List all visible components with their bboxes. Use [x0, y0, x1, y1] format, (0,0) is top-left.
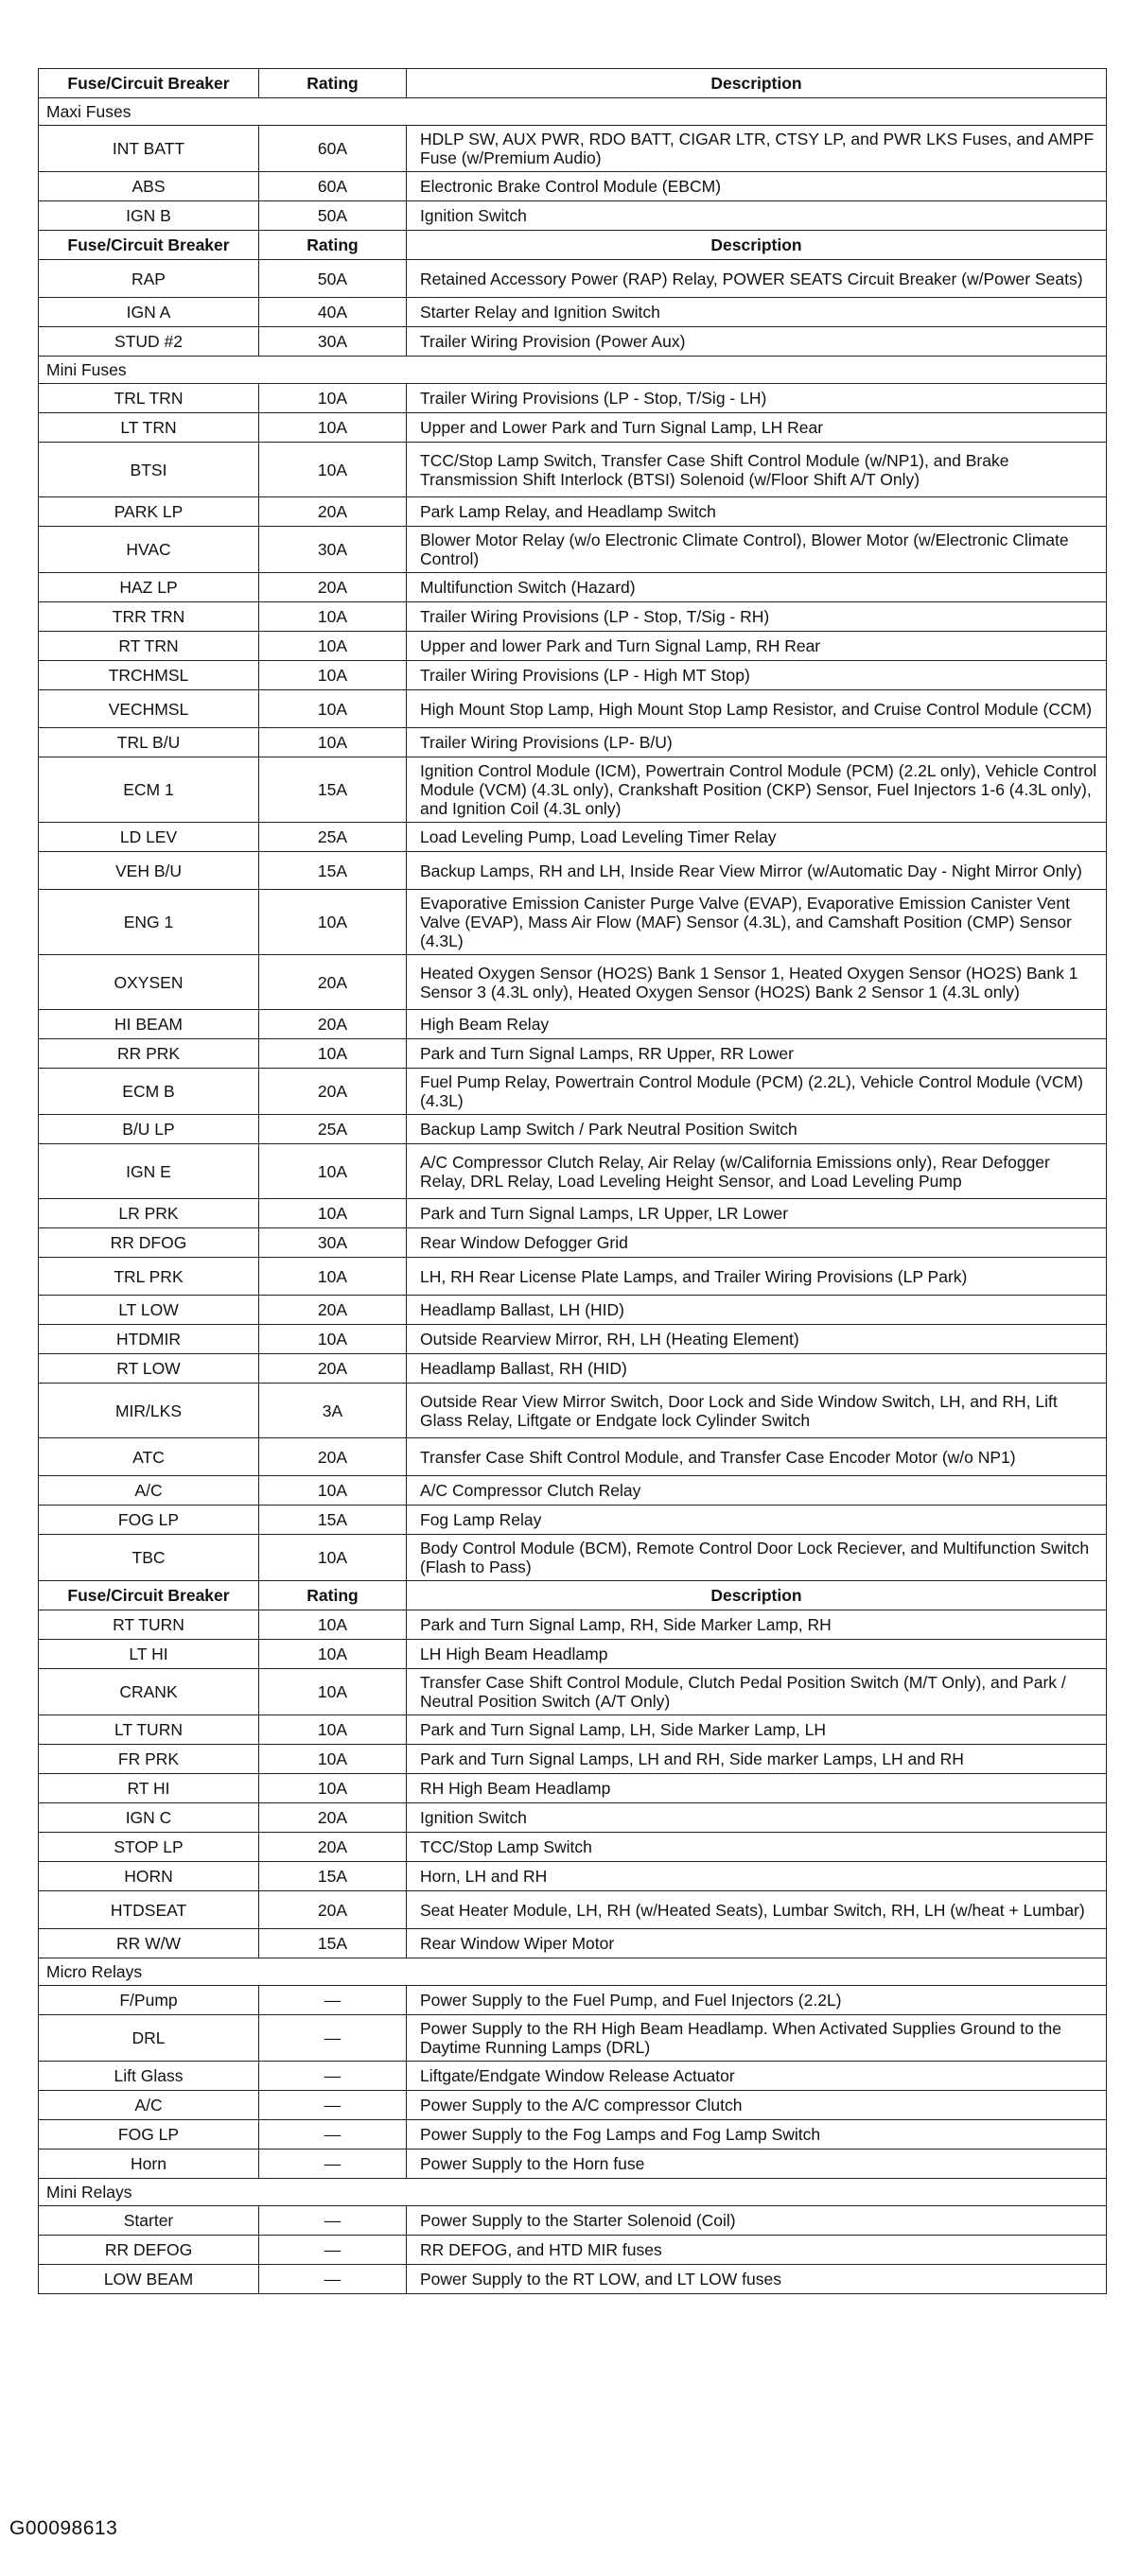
fuse-description: Seat Heater Module, LH, RH (w/Heated Seats), Lumbar Switch, RH, LH (w/heat + Lumbar): [407, 1891, 1107, 1929]
fuse-name: RR PRK: [39, 1039, 259, 1069]
fuse-table-body: [39, 69, 1107, 2294]
fuse-name: IGN C: [39, 1803, 259, 1833]
fuse-rating: 10A: [259, 1745, 407, 1774]
fuse-name: CRANK: [39, 1669, 259, 1715]
table-row: [39, 1039, 1107, 1069]
fuse-name: RT TURN: [39, 1610, 259, 1640]
fuse-description: Power Supply to the RH High Beam Headlamp. When Activated Supplies Ground to the Daytime Running Lamps (DRL): [407, 2015, 1107, 2062]
table-row: [39, 1384, 1107, 1438]
fuse-description: Park Lamp Relay, and Headlamp Switch: [407, 497, 1107, 527]
fuse-rating: 10A: [259, 443, 407, 497]
fuse-name: ABS: [39, 172, 259, 201]
fuse-name: A/C: [39, 1476, 259, 1506]
fuse-name: ATC: [39, 1438, 259, 1476]
header-rating: Rating: [259, 69, 407, 98]
table-row: [39, 1803, 1107, 1833]
fuse-rating: 50A: [259, 201, 407, 231]
table-row: [39, 690, 1107, 728]
fuse-description: Starter Relay and Ignition Switch: [407, 298, 1107, 327]
fuse-rating: 15A: [259, 1506, 407, 1535]
table-row: [39, 1144, 1107, 1199]
fuse-name: HVAC: [39, 527, 259, 573]
table-row: [39, 1669, 1107, 1715]
fuse-rating: 10A: [259, 1039, 407, 1069]
fuse-description: Trailer Wiring Provision (Power Aux): [407, 327, 1107, 357]
table-row: [39, 1833, 1107, 1862]
fuse-rating: 15A: [259, 1929, 407, 1958]
table-row: [39, 1774, 1107, 1803]
fuse-rating: 60A: [259, 126, 407, 172]
table-row: [39, 1745, 1107, 1774]
fuse-description: Trailer Wiring Provisions (LP- B/U): [407, 728, 1107, 757]
fuse-name: PARK LP: [39, 497, 259, 527]
header-description: Description: [407, 69, 1107, 98]
fuse-description: RH High Beam Headlamp: [407, 1774, 1107, 1803]
table-header-row: [39, 231, 1107, 260]
table-row: [39, 2062, 1107, 2091]
table-row: [39, 2265, 1107, 2294]
fuse-description: Power Supply to the Fuel Pump, and Fuel Injectors (2.2L): [407, 1986, 1107, 2015]
fuse-name: A/C: [39, 2091, 259, 2120]
header-rating: Rating: [259, 1581, 407, 1610]
fuse-rating: 30A: [259, 527, 407, 573]
fuse-description: Backup Lamp Switch / Park Neutral Position Switch: [407, 1115, 1107, 1144]
fuse-description: Upper and lower Park and Turn Signal Lamp, RH Rear: [407, 632, 1107, 661]
fuse-description: Power Supply to the RT LOW, and LT LOW fuses: [407, 2265, 1107, 2294]
table-row: [39, 852, 1107, 890]
fuse-rating: 10A: [259, 602, 407, 632]
fuse-description: LH, RH Rear License Plate Lamps, and Trailer Wiring Provisions (LP Park): [407, 1258, 1107, 1296]
fuse-rating: 15A: [259, 852, 407, 890]
fuse-name: DRL: [39, 2015, 259, 2062]
fuse-rating: 50A: [259, 260, 407, 298]
table-row: [39, 1891, 1107, 1929]
fuse-name: HORN: [39, 1862, 259, 1891]
section-label: Maxi Fuses: [39, 98, 1107, 126]
fuse-name: TRR TRN: [39, 602, 259, 632]
table-row: [39, 1325, 1107, 1354]
section-row: [39, 357, 1107, 384]
fuse-name: RT HI: [39, 1774, 259, 1803]
table-header-row: [39, 1581, 1107, 1610]
fuse-description: Park and Turn Signal Lamps, LH and RH, Side marker Lamps, LH and RH: [407, 1745, 1107, 1774]
fuse-description: Upper and Lower Park and Turn Signal Lamp, LH Rear: [407, 413, 1107, 443]
fuse-description: Outside Rearview Mirror, RH, LH (Heating Element): [407, 1325, 1107, 1354]
fuse-name: OXYSEN: [39, 955, 259, 1010]
fuse-rating: 10A: [259, 661, 407, 690]
table-row: [39, 126, 1107, 172]
table-row: [39, 661, 1107, 690]
fuse-rating: —: [259, 2206, 407, 2236]
fuse-description: Power Supply to the Starter Solenoid (Coil): [407, 2206, 1107, 2236]
table-row: [39, 327, 1107, 357]
fuse-name: HAZ LP: [39, 573, 259, 602]
fuse-name: TBC: [39, 1535, 259, 1581]
table-row: [39, 1296, 1107, 1325]
fuse-description: Backup Lamps, RH and LH, Inside Rear View Mirror (w/Automatic Day - Night Mirror Only): [407, 852, 1107, 890]
fuse-rating: 10A: [259, 1640, 407, 1669]
fuse-description: Park and Turn Signal Lamps, LR Upper, LR Lower: [407, 1199, 1107, 1228]
fuse-description: Load Leveling Pump, Load Leveling Timer Relay: [407, 823, 1107, 852]
fuse-description: A/C Compressor Clutch Relay, Air Relay (w/California Emissions only), Rear Defogger Relay, DRL Relay, Load Leveling Height Sensor, and Load Leveling Pump: [407, 1144, 1107, 1199]
fuse-name: ECM 1: [39, 757, 259, 823]
fuse-rating: —: [259, 1986, 407, 2015]
header-fuse-circuit-breaker: Fuse/Circuit Breaker: [39, 69, 259, 98]
fuse-name: FOG LP: [39, 2120, 259, 2150]
fuse-description: Park and Turn Signal Lamps, RR Upper, RR Lower: [407, 1039, 1107, 1069]
table-row: [39, 602, 1107, 632]
fuse-description: Power Supply to the Horn fuse: [407, 2150, 1107, 2179]
figure-id: G00098613: [9, 2517, 118, 2539]
fuse-description: Heated Oxygen Sensor (HO2S) Bank 1 Sensor 1, Heated Oxygen Sensor (HO2S) Bank 1 Sensor 3 (4.3L only), Heated Oxygen Sensor (HO2S) Bank 2 Sensor 1 (4.3L only): [407, 955, 1107, 1010]
fuse-name: FOG LP: [39, 1506, 259, 1535]
fuse-name: IGN A: [39, 298, 259, 327]
fuse-name: STOP LP: [39, 1833, 259, 1862]
fuse-description: Multifunction Switch (Hazard): [407, 573, 1107, 602]
fuse-description: Outside Rear View Mirror Switch, Door Lock and Side Window Switch, LH, and RH, Lift Glass Relay, Liftgate or Endgate lock Cylinder Switch: [407, 1384, 1107, 1438]
fuse-rating: —: [259, 2236, 407, 2265]
fuse-rating: 10A: [259, 890, 407, 955]
fuse-table-sheet: [38, 68, 1106, 2294]
table-row: [39, 1228, 1107, 1258]
fuse-name: TRL B/U: [39, 728, 259, 757]
header-description: Description: [407, 231, 1107, 260]
fuse-rating: 20A: [259, 497, 407, 527]
fuse-name: Starter: [39, 2206, 259, 2236]
fuse-name: TRCHMSL: [39, 661, 259, 690]
fuse-description: Park and Turn Signal Lamp, LH, Side Marker Lamp, LH: [407, 1715, 1107, 1745]
fuse-rating: 20A: [259, 1354, 407, 1384]
table-row: [39, 1438, 1107, 1476]
fuse-name: TRL PRK: [39, 1258, 259, 1296]
table-row: [39, 384, 1107, 413]
fuse-description: Park and Turn Signal Lamp, RH, Side Marker Lamp, RH: [407, 1610, 1107, 1640]
fuse-description: Rear Window Defogger Grid: [407, 1228, 1107, 1258]
table-row: [39, 1069, 1107, 1115]
fuse-description: Horn, LH and RH: [407, 1862, 1107, 1891]
table-row: [39, 298, 1107, 327]
fuse-rating: 20A: [259, 1891, 407, 1929]
fuse-description: Trailer Wiring Provisions (LP - Stop, T/Sig - LH): [407, 384, 1107, 413]
fuse-description: Liftgate/Endgate Window Release Actuator: [407, 2062, 1107, 2091]
table-row: [39, 757, 1107, 823]
fuse-name: B/U LP: [39, 1115, 259, 1144]
fuse-description: Ignition Switch: [407, 1803, 1107, 1833]
fuse-rating: 25A: [259, 823, 407, 852]
fuse-rating: —: [259, 2062, 407, 2091]
fuse-description: High Mount Stop Lamp, High Mount Stop Lamp Resistor, and Cruise Control Module (CCM): [407, 690, 1107, 728]
header-fuse-circuit-breaker: Fuse/Circuit Breaker: [39, 231, 259, 260]
fuse-name: IGN B: [39, 201, 259, 231]
table-row: [39, 413, 1107, 443]
fuse-name: LOW BEAM: [39, 2265, 259, 2294]
table-row: [39, 1506, 1107, 1535]
fuse-rating: —: [259, 2150, 407, 2179]
fuse-rating: 10A: [259, 1476, 407, 1506]
header-fuse-circuit-breaker: Fuse/Circuit Breaker: [39, 1581, 259, 1610]
table-row: [39, 201, 1107, 231]
fuse-rating: 20A: [259, 1803, 407, 1833]
fuse-rating: 10A: [259, 1715, 407, 1745]
fuse-description: Retained Accessory Power (RAP) Relay, POWER SEATS Circuit Breaker (w/Power Seats): [407, 260, 1107, 298]
fuse-description: Rear Window Wiper Motor: [407, 1929, 1107, 1958]
table-row: [39, 955, 1107, 1010]
fuse-rating: 10A: [259, 1669, 407, 1715]
header-rating: Rating: [259, 231, 407, 260]
table-row: [39, 1535, 1107, 1581]
fuse-name: BTSI: [39, 443, 259, 497]
fuse-description: Headlamp Ballast, LH (HID): [407, 1296, 1107, 1325]
fuse-name: Lift Glass: [39, 2062, 259, 2091]
fuse-name: ENG 1: [39, 890, 259, 955]
section-row: [39, 98, 1107, 126]
fuse-rating: 20A: [259, 1296, 407, 1325]
table-row: [39, 1199, 1107, 1228]
fuse-description: Fuel Pump Relay, Powertrain Control Module (PCM) (2.2L), Vehicle Control Module (VCM) (4.3L): [407, 1069, 1107, 1115]
table-row: [39, 1610, 1107, 1640]
fuse-description: Power Supply to the A/C compressor Clutch: [407, 2091, 1107, 2120]
fuse-description: Ignition Switch: [407, 201, 1107, 231]
table-row: [39, 632, 1107, 661]
fuse-description: Electronic Brake Control Module (EBCM): [407, 172, 1107, 201]
fuse-rating: 30A: [259, 327, 407, 357]
fuse-name: INT BATT: [39, 126, 259, 172]
fuse-description: Transfer Case Shift Control Module, Clutch Pedal Position Switch (M/T Only), and Park / Neutral Position Switch (A/T Only): [407, 1669, 1107, 1715]
fuse-description: Blower Motor Relay (w/o Electronic Climate Control), Blower Motor (w/Electronic Climate Control): [407, 527, 1107, 573]
table-row: [39, 823, 1107, 852]
table-row: [39, 527, 1107, 573]
fuse-name: LT HI: [39, 1640, 259, 1669]
header-description: Description: [407, 1581, 1107, 1610]
fuse-description: Evaporative Emission Canister Purge Valve (EVAP), Evaporative Emission Canister Vent Valve (EVAP), Mass Air Flow (MAF) Sensor (4.3L), and Camshaft Position (CMP) Sensor (4.3L): [407, 890, 1107, 955]
fuse-rating: 20A: [259, 1010, 407, 1039]
section-label: Micro Relays: [39, 1958, 1107, 1986]
fuse-rating: 10A: [259, 1325, 407, 1354]
fuse-rating: 10A: [259, 1774, 407, 1803]
fuse-description: RR DEFOG, and HTD MIR fuses: [407, 2236, 1107, 2265]
fuse-description: HDLP SW, AUX PWR, RDO BATT, CIGAR LTR, CTSY LP, and PWR LKS Fuses, and AMPF Fuse (w/Premium Audio): [407, 126, 1107, 172]
table-row: [39, 2091, 1107, 2120]
fuse-name: HTDMIR: [39, 1325, 259, 1354]
fuse-rating: 30A: [259, 1228, 407, 1258]
fuse-rating: 20A: [259, 955, 407, 1010]
fuse-name: HTDSEAT: [39, 1891, 259, 1929]
table-row: [39, 1715, 1107, 1745]
fuse-description: TCC/Stop Lamp Switch: [407, 1833, 1107, 1862]
table-row: [39, 1929, 1107, 1958]
fuse-description: Trailer Wiring Provisions (LP - High MT Stop): [407, 661, 1107, 690]
fuse-name: MIR/LKS: [39, 1384, 259, 1438]
table-row: [39, 1986, 1107, 2015]
fuse-name: RT LOW: [39, 1354, 259, 1384]
fuse-name: STUD #2: [39, 327, 259, 357]
fuse-description: TCC/Stop Lamp Switch, Transfer Case Shift Control Module (w/NP1), and Brake Transmission Shift Interlock (BTSI) Solenoid (w/Floor Shift A/T Only): [407, 443, 1107, 497]
fuse-rating: 20A: [259, 1438, 407, 1476]
table-row: [39, 172, 1107, 201]
fuse-name: HI BEAM: [39, 1010, 259, 1039]
fuse-description: LH High Beam Headlamp: [407, 1640, 1107, 1669]
table-row: [39, 573, 1107, 602]
fuse-name: RT TRN: [39, 632, 259, 661]
table-row: [39, 1862, 1107, 1891]
section-row: [39, 1958, 1107, 1986]
table-row: [39, 497, 1107, 527]
fuse-name: TRL TRN: [39, 384, 259, 413]
fuse-description: Ignition Control Module (ICM), Powertrain Control Module (PCM) (2.2L only), Vehicle Control Module (VCM) (4.3L only), Crankshaft Position (CKP) Sensor, Fuel Injectors 1-6 (4.3L only), and Ignition Coil (4.3L only): [407, 757, 1107, 823]
fuse-description: Transfer Case Shift Control Module, and Transfer Case Encoder Motor (w/o NP1): [407, 1438, 1107, 1476]
fuse-rating: 10A: [259, 1258, 407, 1296]
fuse-rating: 10A: [259, 413, 407, 443]
fuse-rating: 10A: [259, 690, 407, 728]
fuse-name: LT TURN: [39, 1715, 259, 1745]
fuse-rating: 3A: [259, 1384, 407, 1438]
fuse-name: RR DEFOG: [39, 2236, 259, 2265]
table-row: [39, 260, 1107, 298]
fuse-name: ECM B: [39, 1069, 259, 1115]
fuse-description: Headlamp Ballast, RH (HID): [407, 1354, 1107, 1384]
table-row: [39, 1354, 1107, 1384]
fuse-name: Horn: [39, 2150, 259, 2179]
fuse-rating: 40A: [259, 298, 407, 327]
fuse-description: High Beam Relay: [407, 1010, 1107, 1039]
fuse-rating: —: [259, 2015, 407, 2062]
fuse-rating: 20A: [259, 1069, 407, 1115]
fuse-description: Fog Lamp Relay: [407, 1506, 1107, 1535]
fuse-rating: 15A: [259, 1862, 407, 1891]
fuse-name: FR PRK: [39, 1745, 259, 1774]
table-row: [39, 2015, 1107, 2062]
table-row: [39, 890, 1107, 955]
fuse-rating: —: [259, 2120, 407, 2150]
section-label: Mini Relays: [39, 2179, 1107, 2206]
fuse-name: F/Pump: [39, 1986, 259, 2015]
fuse-name: VECHMSL: [39, 690, 259, 728]
table-row: [39, 2120, 1107, 2150]
fuse-rating: 25A: [259, 1115, 407, 1144]
fuse-name: VEH B/U: [39, 852, 259, 890]
table-row: [39, 1115, 1107, 1144]
table-row: [39, 1476, 1107, 1506]
fuse-description: Power Supply to the Fog Lamps and Fog Lamp Switch: [407, 2120, 1107, 2150]
table-row: [39, 443, 1107, 497]
fuse-description: Trailer Wiring Provisions (LP - Stop, T/Sig - RH): [407, 602, 1107, 632]
fuse-rating: 10A: [259, 1199, 407, 1228]
fuse-table: [38, 68, 1107, 2294]
table-row: [39, 2150, 1107, 2179]
fuse-rating: 10A: [259, 384, 407, 413]
section-label: Mini Fuses: [39, 357, 1107, 384]
fuse-rating: —: [259, 2091, 407, 2120]
fuse-description: Body Control Module (BCM), Remote Control Door Lock Reciever, and Multifunction Switch (Flash to Pass): [407, 1535, 1107, 1581]
section-row: [39, 2179, 1107, 2206]
fuse-name: RAP: [39, 260, 259, 298]
fuse-name: RR W/W: [39, 1929, 259, 1958]
fuse-name: LR PRK: [39, 1199, 259, 1228]
fuse-rating: 15A: [259, 757, 407, 823]
fuse-name: RR DFOG: [39, 1228, 259, 1258]
fuse-rating: 20A: [259, 573, 407, 602]
table-row: [39, 2206, 1107, 2236]
table-row: [39, 1010, 1107, 1039]
fuse-name: LT TRN: [39, 413, 259, 443]
fuse-rating: 20A: [259, 1833, 407, 1862]
table-header-row: [39, 69, 1107, 98]
table-row: [39, 728, 1107, 757]
fuse-name: IGN E: [39, 1144, 259, 1199]
table-row: [39, 1258, 1107, 1296]
fuse-name: LT LOW: [39, 1296, 259, 1325]
fuse-description: A/C Compressor Clutch Relay: [407, 1476, 1107, 1506]
fuse-rating: 10A: [259, 1535, 407, 1581]
fuse-rating: 10A: [259, 632, 407, 661]
table-row: [39, 1640, 1107, 1669]
fuse-rating: 10A: [259, 728, 407, 757]
fuse-rating: 10A: [259, 1144, 407, 1199]
fuse-rating: 10A: [259, 1610, 407, 1640]
fuse-name: LD LEV: [39, 823, 259, 852]
table-row: [39, 2236, 1107, 2265]
fuse-rating: —: [259, 2265, 407, 2294]
fuse-rating: 60A: [259, 172, 407, 201]
